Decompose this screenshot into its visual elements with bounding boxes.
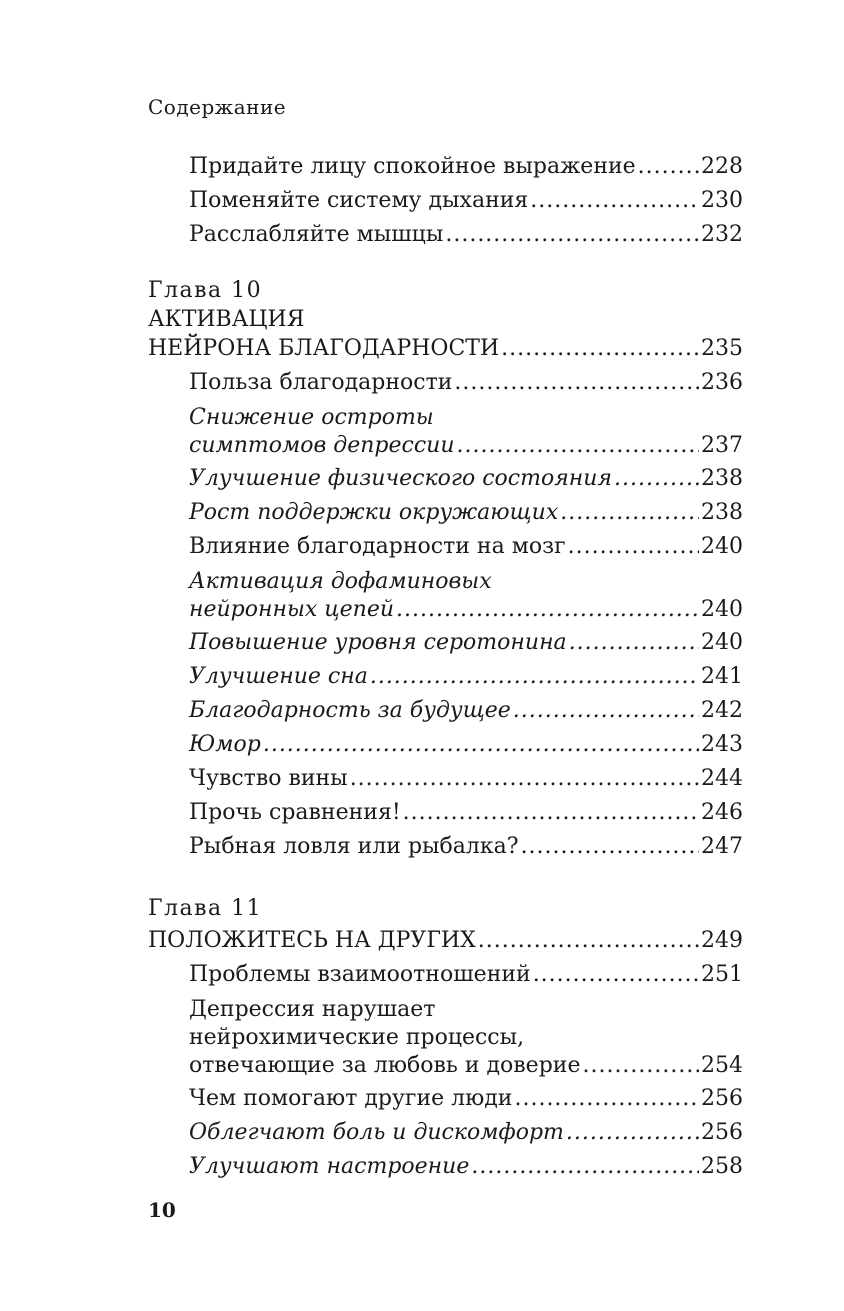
dot-leader [350, 762, 699, 796]
toc-entry-title: отвечающие за любовь и доверие [189, 1053, 581, 1078]
toc-entry-title: Польза благодарности [189, 370, 453, 395]
toc-entry-title-line1: Активация дофаминовых [189, 569, 492, 594]
dot-leader [445, 218, 699, 252]
toc-entry[interactable] [148, 1052, 743, 1082]
toc-entry[interactable] [148, 184, 743, 218]
toc-entry-page: 232 [701, 222, 743, 247]
toc-entry[interactable] [148, 830, 743, 864]
toc-entry-page: 240 [701, 534, 743, 559]
dot-leader [582, 1052, 699, 1080]
toc-entry-page: 238 [701, 500, 743, 525]
toc-entry-page: 256 [701, 1120, 743, 1145]
toc-entry-title-line1: Депрессия нарушает [189, 997, 436, 1022]
toc-entry-title: Чем помогают другие люди [189, 1086, 513, 1111]
toc-entry-title: Прочь сравнения! [189, 800, 401, 825]
toc-entry[interactable] [148, 150, 743, 184]
toc-entry-title: Влияние благодарности на мозг [189, 534, 566, 559]
toc-entry-title-line2: нейрохимические процессы, [189, 1025, 525, 1050]
toc-entry-page: 236 [701, 370, 743, 395]
running-head: Содержание [148, 95, 287, 119]
dot-leader [521, 830, 699, 864]
toc-entry-title: Придайте лицу спокойное выражение [189, 154, 636, 179]
dot-leader [370, 660, 699, 694]
toc-entry-title: симптомов депрессии [189, 433, 455, 458]
chapter-11-title-entry[interactable] [148, 924, 743, 958]
dot-leader [569, 626, 699, 660]
dot-leader [403, 796, 699, 830]
dot-leader [560, 496, 699, 530]
chapter-11-title: ПОЛОЖИТЕСЬ НА ДРУГИХ [148, 928, 476, 953]
toc-entry-page: 230 [701, 188, 743, 213]
dot-leader [263, 728, 699, 762]
dot-leader [478, 924, 699, 958]
page-number: 10 [148, 1198, 176, 1222]
toc-entry-page: 238 [701, 466, 743, 491]
chapter-11-label: Глава 11 [148, 896, 263, 921]
toc-entry-page: 249 [701, 928, 743, 953]
toc-entry-title: Улучшение сна [189, 664, 368, 689]
toc-entry[interactable] [148, 496, 743, 530]
toc-entry-page: 235 [701, 336, 743, 361]
toc-entry-title: Поменяйте систему дыхания [189, 188, 529, 213]
toc-entry[interactable] [148, 462, 743, 496]
dot-leader [614, 462, 699, 496]
toc-entry-page: 254 [701, 1053, 743, 1078]
toc-entry[interactable] [148, 596, 743, 626]
toc-entry-title: Благодарность за будущее [189, 698, 511, 723]
toc-entry[interactable] [148, 530, 743, 564]
dot-leader [514, 1082, 699, 1116]
toc-entry-page: 241 [701, 664, 743, 689]
toc-entry[interactable] [148, 1116, 743, 1150]
toc-entry[interactable] [148, 626, 743, 660]
table-of-contents [148, 150, 743, 1184]
toc-entry-title: Повышение уровня серотонина [189, 630, 567, 655]
toc-entry[interactable] [148, 366, 743, 400]
toc-entry-title: Расслабляйте мышцы [189, 222, 444, 247]
chapter-10-title-line2: НЕЙРОНА БЛАГОДАРНОСТИ [148, 336, 500, 361]
dot-leader [638, 150, 699, 184]
chapter-10-title-line1: АКТИВАЦИЯ [148, 307, 305, 332]
toc-entry-page: 228 [701, 154, 743, 179]
toc-entry[interactable] [148, 796, 743, 830]
toc-entry-page: 251 [701, 962, 743, 987]
toc-entry-title: Чувство вины [189, 766, 348, 791]
dot-leader [533, 958, 699, 992]
toc-entry-page: 237 [701, 433, 743, 458]
dot-leader [457, 432, 699, 460]
dot-leader [471, 1150, 699, 1184]
toc-entry-page: 247 [701, 834, 743, 859]
toc-entry[interactable] [148, 728, 743, 762]
toc-entry-page: 246 [701, 800, 743, 825]
toc-entry-page: 244 [701, 766, 743, 791]
toc-entry[interactable] [148, 660, 743, 694]
toc-entry-title: Проблемы взаимоотношений [189, 962, 531, 987]
toc-entry[interactable] [148, 1150, 743, 1184]
toc-entry-page: 240 [701, 597, 743, 622]
dot-leader [568, 530, 699, 564]
toc-entry-title: Рост поддержки окружающих [189, 500, 559, 525]
toc-entry-page: 240 [701, 630, 743, 655]
toc-entry[interactable] [148, 762, 743, 796]
toc-entry[interactable] [148, 1082, 743, 1116]
chapter-10-title-entry[interactable] [148, 334, 743, 366]
dot-leader [396, 596, 699, 624]
toc-entry[interactable] [148, 432, 743, 462]
dot-leader [513, 694, 699, 728]
dot-leader [501, 334, 699, 364]
toc-entry-page: 243 [701, 732, 743, 757]
toc-entry-title: Юмор [189, 732, 261, 757]
toc-entry-title-line1: Снижение остроты [189, 405, 434, 430]
chapter-10-label: Глава 10 [148, 278, 263, 303]
toc-entry[interactable] [148, 958, 743, 992]
toc-entry-title: Рыбная ловля или рыбалка? [189, 834, 519, 859]
toc-entry[interactable] [148, 218, 743, 252]
toc-entry-title: Улучшают настроение [189, 1154, 470, 1179]
toc-entry-title: Облегчают боль и дискомфорт [189, 1120, 564, 1145]
dot-leader [530, 184, 699, 218]
toc-entry-page: 242 [701, 698, 743, 723]
toc-entry-title: Улучшение физического состояния [189, 466, 612, 491]
dot-leader [454, 366, 699, 400]
dot-leader [566, 1116, 699, 1150]
toc-entry-page: 258 [701, 1154, 743, 1179]
toc-entry-page: 256 [701, 1086, 743, 1111]
toc-entry-title: нейронных цепей [189, 597, 395, 622]
toc-entry[interactable] [148, 694, 743, 728]
